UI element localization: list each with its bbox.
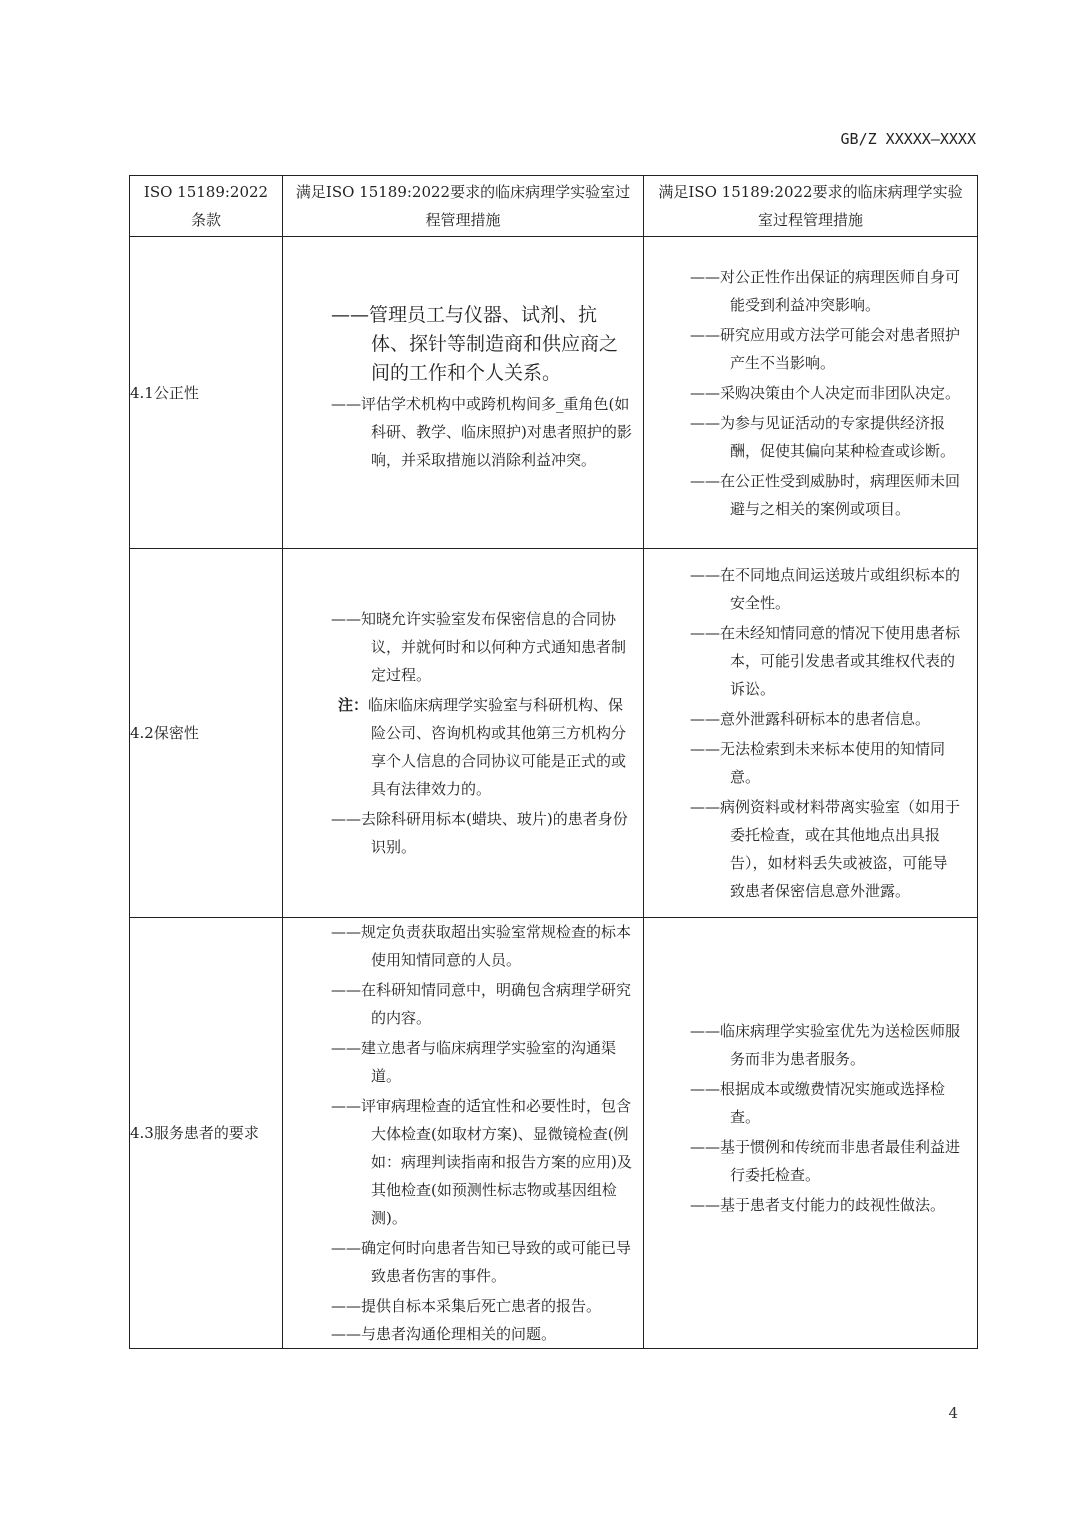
column-header-risks: 满足ISO 15189:2022要求的临床病理学实验室过程管理措施 [644, 176, 978, 237]
process-measures-table [129, 175, 978, 1349]
column-header-measures: 满足ISO 15189:2022要求的临床病理学实验室过程管理措施 [283, 176, 644, 237]
measures-cell [283, 918, 644, 1349]
risks-cell [644, 237, 978, 549]
list-item: ——基于惯例和传统而非患者最佳利益进行委托检查。 [690, 1138, 961, 1184]
table-row [130, 918, 978, 1349]
table-row [130, 237, 978, 549]
list-item: ——根据成本或缴费情况实施或选择检查。 [690, 1080, 946, 1126]
list-item: ——建立患者与临床病理学实验室的沟通渠道。 [331, 1039, 617, 1085]
list-item: ——与患者沟通伦理相关的问题。 [331, 1325, 557, 1343]
list-item: ——基于患者支付能力的歧视性做法。 [690, 1196, 946, 1214]
list-item: ——为参与见证活动的专家提供经济报酬，促使其偏向某种检查或诊断。 [690, 413, 956, 460]
list-item: ——在不同地点间运送玻片或组织标本的安全性。 [690, 566, 961, 612]
list-item: ——采购决策由个人决定而非团队决定。 [690, 383, 961, 402]
list-item: ——提供自标本采集后死亡患者的报告。 [331, 1297, 602, 1315]
table-header-row [130, 176, 978, 237]
document-code: GB/Z XXXXX—XXXX [840, 130, 976, 148]
list-item: ——对公正性作出保证的病理医师自身可能受到利益冲突影响。 [690, 267, 961, 314]
column-header-clause: ISO 15189:2022条款 [130, 176, 283, 237]
risks-cell [644, 549, 978, 918]
table-row [130, 549, 978, 918]
measures-cell [283, 549, 644, 918]
list-item: ——在科研知情同意中，明确包含病理学研究的内容。 [331, 981, 632, 1027]
list-item: ——在公正性受到威胁时，病理医师未回避与之相关的案例或项目。 [690, 471, 961, 518]
list-item: ——在未经知情同意的情况下使用患者标本，可能引发患者或其维权代表的诉讼。 [690, 624, 961, 698]
clause-cell: 4.2保密性 [130, 549, 283, 918]
list-item: ——临床病理学实验室优先为送检医师服务而非为患者服务。 [690, 1022, 961, 1068]
list-item: ——确定何时向患者告知已导致的或可能已导致患者伤害的事件。 [331, 1239, 632, 1285]
list-item: ——病例资料或材料带离实验室（如用于委托检查，或在其他地点出具报告），如材料丢失或被盗，可能导致患者保密信息意外泄露。 [690, 798, 961, 900]
list-item: ——无法检索到未来标本使用的知情同意。 [690, 740, 946, 786]
page-number: 4 [948, 1404, 958, 1422]
note-label: 注： [338, 696, 369, 714]
list-item: ——规定负责获取超出实验室常规检查的标本使用知情同意的人员。 [331, 923, 632, 969]
list-item: ——意外泄露科研标本的患者信息。 [690, 710, 931, 728]
list-item: ——研究应用或方法学可能会对患者照护产生不当影响。 [690, 325, 961, 372]
list-item: ——评审病理检查的适宜性和必要性时，包含大体检查(如取材方案)、显微镜检查(例如：病理判读指南和报告方案的应用)及其他检查(如预测性标志物或基因组检测)。 [331, 1097, 632, 1227]
clause-cell: 4.1公正性 [130, 237, 283, 549]
note-text: 临床临床病理学实验室与科研机构、保险公司、咨询机构或其他第三方机构分享个人信息的合同协议可能是正式的或具有法律效力的。 [368, 696, 627, 798]
clause-cell: 4.3服务患者的要求 [130, 918, 283, 1349]
risks-cell [644, 918, 978, 1349]
list-item: ——评估学术机构中或跨机构间多_重角色(如科研、教学、临床照护)对患者照护的影响，并采取措施以消除利益冲突。 [331, 395, 632, 469]
note-item [331, 691, 633, 803]
list-item: ——去除科研用标本(蜡块、玻片)的患者身份识别。 [331, 810, 628, 856]
list-item: ——知晓允许实验室发布保密信息的合同协议，并就何时和以何种方式通知患者制定过程。 [331, 610, 627, 684]
measures-cell [283, 237, 644, 549]
list-item: ——管理员工与仪器、试剂、抗体、探针等制造商和供应商之间的工作和个人关系。 [331, 304, 619, 384]
